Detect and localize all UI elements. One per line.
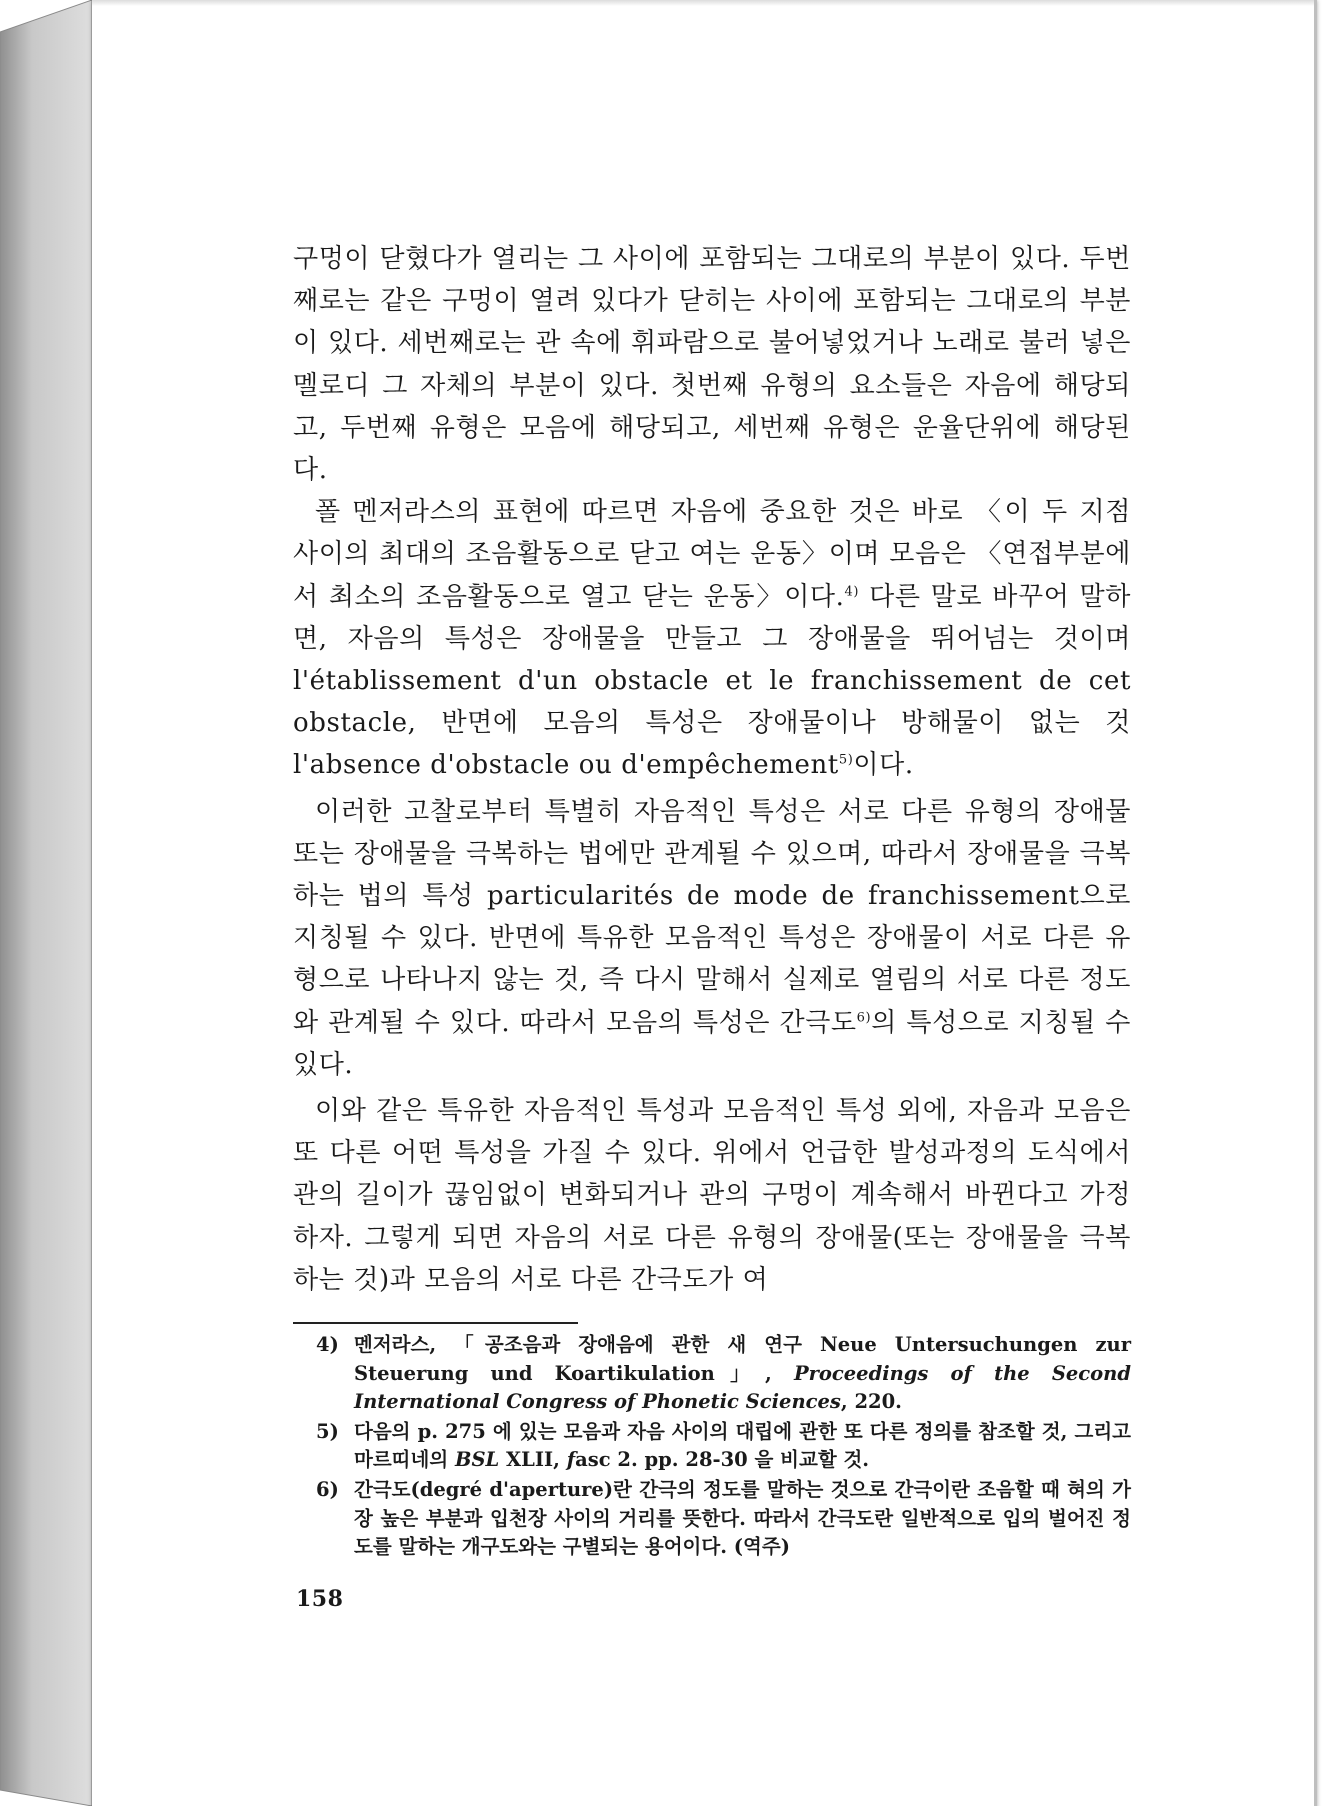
footnote-ref-4: 4) [844,583,860,599]
footnotes [316,1331,1131,1563]
footnote-number: 5) [316,1419,339,1443]
footnote-4 [316,1331,1131,1417]
footnote-title-italic: f [566,1448,576,1472]
paragraph-2-end: 이다. [853,750,914,781]
paragraph-3 [293,791,1131,1086]
footnote-text-part: , 220. [840,1390,902,1414]
footnote-title-italic: Proceedings of the Second International Congress of Phonetic Sciences [354,1361,1131,1414]
footnote-text: 간극도(degré d'aperture)란 간극의 정도를 말하는 것으로 간극이란 조음할 때 혀의 가장 높은 부분과 입천장 사이의 거리를 뜻한다. 따라서 간극도란 일반적으로 입의 벌어진 정도를 말하는 개구도와는 구별되는 용어이다. (역주) [354,1477,1131,1559]
book-spine [0,0,92,1806]
footnote-ref-6: 6) [856,1010,872,1025]
footnote-number: 6) [316,1477,339,1501]
paragraph-4: 이와 같은 특유한 자음적인 특성과 모음적인 특성 외에, 자음과 모음은 또 다른 어떤 특성을 가질 수 있다. 위에서 언급한 발성과정의 도식에서 관의 길이가 끊임없이 변화되거나 관의 구멍이 계속해서 바뀐다고 가정하자. 그렇게 되면 자음의 서로 다른 유형의 장애물(또는 장애물을 극복하는 것)과 모음의 서로 다른 간극도가 여 [293,1096,1131,1295]
paragraph-3-head: 이러한 고찰로부터 특별히 자음적인 특성은 서로 다른 유형의 장애물 또는 장애물을 극복하는 법에만 관계될 수 있으며, 따라서 장애물을 극복하는 법의 특성 particularités de mode de franchissement으로 지칭될 수 있다. 반면에 특유한 모음적인 특성은 장애물이 서로 다른 유형으로 나타나지 않는 것, 즉 다시 말해서 실제로 열림의 서로 다른 정도와 관계될 수 있다. 따라서 모음의 특성은 간극도 [293,796,1131,1038]
footnote-text-part: 멘저라스, 「공조음과 장애음에 관한 새 연구 Neue Untersuchungen zur Steuerung und Koartikulation」, [354,1333,1131,1385]
page-top-edge [92,0,1314,6]
footnote-ref-5: 5) [838,752,854,768]
page-number: 158 [296,1586,344,1612]
footnote-text-part: asc 2. pp. 28-30 을 비교할 것. [575,1448,870,1472]
footnote-text-part: 다음의 p. 275 에 있는 모음과 자음 사이의 대립에 관한 또 다른 정의를 참조할 것, 그리고 마르띠네의 [354,1419,1131,1472]
footnote-5 [316,1418,1131,1475]
paragraph-3-end: 의 특성으로 지칭될 수 있다. [293,1007,1131,1080]
footnote-number: 4) [316,1333,339,1356]
footnote-text [354,1418,1131,1475]
body-text [293,238,1131,1301]
paragraph-1: 구멍이 닫혔다가 열리는 그 사이에 포함되는 그대로의 부분이 있다. 두번째로는 같은 구멍이 열려 있다가 닫히는 사이에 포함되는 그대로의 부분이 있다. 세번째로는 관 속에 휘파람으로 불어넣었거나 노래로 불러 넣은 멜로디 그 자체의 부분이 있다. 첫번째 유형의 요소들은 자음에 해당되고, 두번째 유형은 모음에 해당되고, 세번째 유형은 운율단위에 해당된다. [293,244,1131,486]
paragraph-2-head: 폴 멘저라스의 표현에 따르면 자음에 중요한 것은 바로 〈이 두 지점 사이의 최대의 조음활동으로 닫고 여는 운동〉이며 모음은 〈연접부분에서 최소의 조음활동으로 열고 닫는 운동〉이다. [293,497,1131,612]
footnote-text [354,1331,1131,1417]
footnote-title-italic: BSL [454,1448,500,1472]
footnote-6 [316,1476,1131,1562]
footnote-separator [293,1322,578,1324]
paragraph-2 [293,491,1131,786]
paragraph-2-tail: 다른 말로 바꾸어 말하면, 자음의 특성은 장애물을 만들고 그 장애물을 뛰어넘는 것이며 l'établissement d'un obstacle et le franchissement de cet obstacle, 반면에 모음의 특성은 장애물이나 방해물이 없는 것 l'absence d'obstacle ou d'empêchement [293,581,1131,781]
footnote-text-part: XLII, [499,1448,567,1472]
